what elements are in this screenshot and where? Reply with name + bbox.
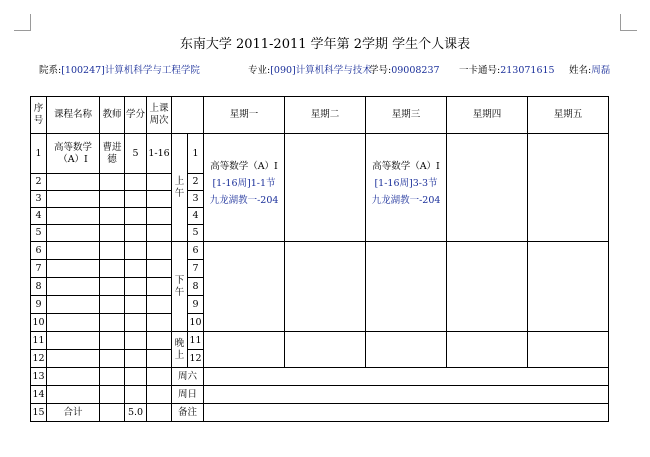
- header-thu: 星期四: [447, 97, 528, 134]
- dept-value: [100247]计算机科学与工程学院: [61, 65, 200, 76]
- header-mon: 星期一: [204, 97, 285, 134]
- tue-morning-cell: [285, 134, 366, 242]
- session-morning: 上午: [172, 134, 188, 242]
- table-row: 3 3: [31, 191, 609, 208]
- table-row: 11 晚上 11: [31, 332, 609, 350]
- table-row: 10 10: [31, 314, 609, 332]
- table-row: 4 4: [31, 208, 609, 225]
- major-info: 专业:[090]计算机科学与技术: [248, 65, 372, 76]
- mon-class-time: [1-16周]1-1节: [212, 178, 276, 189]
- table-row: 9 9: [31, 296, 609, 314]
- course-teacher: 曹进德: [100, 134, 125, 174]
- mon-class-name: 高等数学（A）Ⅰ: [210, 161, 278, 172]
- name-info: 姓名:周磊: [569, 65, 611, 76]
- wed-evening-cell: [366, 332, 447, 368]
- student-id-info: 学号:09008237: [369, 65, 440, 76]
- card-value: 213071615: [500, 65, 555, 76]
- total-credit: 5.0: [125, 404, 147, 422]
- table-row: 5 5: [31, 225, 609, 242]
- session-evening: 晚上: [172, 332, 188, 368]
- header-tue: 星期二: [285, 97, 366, 134]
- header-period: [172, 97, 204, 134]
- table-row: 2 2: [31, 174, 609, 191]
- thu-evening-cell: [447, 332, 528, 368]
- header-fri: 星期五: [528, 97, 609, 134]
- total-row: 15 合计 5.0 备注: [31, 404, 609, 422]
- header-row: [31, 97, 609, 134]
- name-value: 周磊: [591, 65, 611, 76]
- tue-evening-cell: [285, 332, 366, 368]
- notes-cell: [204, 404, 609, 422]
- header-weeks: 上课周次: [147, 97, 172, 134]
- tue-afternoon-cell: [285, 242, 366, 332]
- table-row: 14 周日: [31, 386, 609, 404]
- course-name: 高等数学（A）Ⅰ: [47, 134, 100, 174]
- header-teacher: 教师: [100, 97, 125, 134]
- fri-morning-cell: [528, 134, 609, 242]
- course-weeks: 1-16: [147, 134, 172, 174]
- total-label: 合计: [47, 404, 100, 422]
- schedule-table: [30, 96, 609, 422]
- page-title: 东南大学 2011-2011 学年第 2学期 学生个人课表: [179, 37, 471, 52]
- saturday-cell: [204, 368, 609, 386]
- wed-afternoon-cell: [366, 242, 447, 332]
- header-seq: 序号: [31, 97, 47, 134]
- header-credit: 学分: [125, 97, 147, 134]
- session-saturday: 周六: [172, 368, 204, 386]
- page-corner-mark-left: [14, 14, 31, 31]
- table-row: 12 12: [31, 350, 609, 368]
- session-sunday: 周日: [172, 386, 204, 404]
- thu-morning-cell: [447, 134, 528, 242]
- table-row: 7 7: [31, 260, 609, 278]
- fri-evening-cell: [528, 332, 609, 368]
- mon-afternoon-cell: [204, 242, 285, 332]
- course-credit: 5: [125, 134, 147, 174]
- fri-afternoon-cell: [528, 242, 609, 332]
- header-wed: 星期三: [366, 97, 447, 134]
- mon-class-room: 九龙湖教一-204: [209, 195, 279, 206]
- dept-info: 院系:[100247]计算机科学与工程学院: [39, 65, 200, 76]
- table-row: 1 高等数学（A）Ⅰ 曹进德 5 1-16 上午 1 高等数学（A）Ⅰ [1-16周]1-1节 九龙湖教一-204 高等数学（A）Ⅰ [1-16周]3-3节 九龙湖教一-204: [31, 134, 609, 174]
- wed-morning-cell: [366, 134, 447, 242]
- notes-label: 备注: [172, 404, 204, 422]
- student-id-value: 09008237: [391, 65, 440, 76]
- thu-afternoon-cell: [447, 242, 528, 332]
- table-row: 6 下午 6: [31, 242, 609, 260]
- card-info: 一卡通号:213071615: [459, 65, 555, 76]
- wed-class-room: 九龙湖教一-204: [371, 195, 441, 206]
- table-row: 13 周六: [31, 368, 609, 386]
- major-value: [090]计算机科学与技术: [270, 65, 372, 76]
- wed-class-time: [1-16周]3-3节: [374, 178, 438, 189]
- table-row: 8 8: [31, 278, 609, 296]
- wed-class-name: 高等数学（A）Ⅰ: [372, 161, 440, 172]
- page-corner-mark-right: [620, 14, 637, 31]
- session-afternoon: 下午: [172, 242, 188, 332]
- mon-morning-cell: [204, 134, 285, 242]
- header-course: 课程名称: [47, 97, 100, 134]
- mon-evening-cell: [204, 332, 285, 368]
- sunday-cell: [204, 386, 609, 404]
